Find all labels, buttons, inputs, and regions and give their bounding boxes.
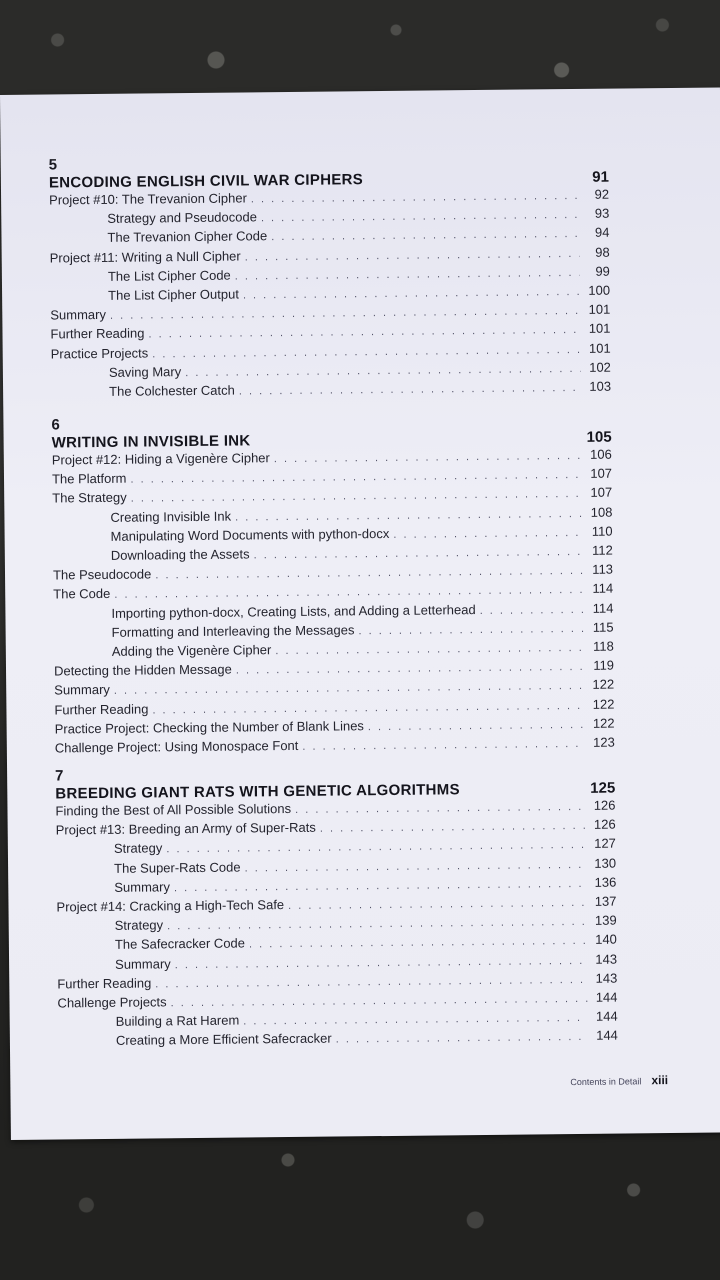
toc-entry-page: 112 (591, 542, 613, 558)
toc-entry-page: 118 (592, 638, 614, 654)
toc-entry-label: Further Reading (57, 975, 152, 992)
toc-entry-page: 126 (593, 797, 616, 813)
dot-leader (235, 506, 582, 527)
toc-entry-page: 101 (588, 321, 611, 337)
dot-leader (271, 226, 579, 246)
dot-leader (336, 1029, 588, 1049)
toc-entry-label: Practice Projects (50, 345, 149, 362)
toc-entry-label: Strategy and Pseudocode (107, 209, 257, 227)
toc-entry-page: 122 (592, 696, 615, 712)
chapter-number: 7 (55, 767, 64, 785)
chapter-page: 125 (590, 779, 616, 797)
dot-leader (358, 621, 583, 641)
dot-leader (244, 857, 586, 878)
dot-leader (368, 717, 585, 736)
toc-entry-page: 115 (592, 619, 614, 635)
background-gravel-bottom (0, 1130, 720, 1280)
toc-entry-label: Challenge Project: Using Monospace Font (54, 737, 299, 756)
toc-entry-label: The Trevanion Cipher Code (107, 228, 268, 246)
toc-entry-page: 140 (595, 932, 617, 948)
toc-entry-label: Manipulating Word Documents with python-docx (110, 525, 390, 544)
entry-list (52, 446, 615, 759)
toc-entry-label: Challenge Projects (57, 994, 167, 1011)
dot-leader (251, 188, 579, 209)
toc-entry-label: Strategy (114, 917, 164, 934)
dot-leader (302, 736, 585, 756)
book-page (0, 87, 720, 1139)
toc-entry-page: 110 (591, 523, 613, 539)
toc-entry-page: 139 (594, 912, 617, 929)
page-number: xiii (651, 1073, 669, 1088)
toc-entry-page: 126 (593, 816, 616, 833)
toc-entry-label: The Pseudocode (52, 566, 152, 583)
toc-entry-label: Project #13: Breeding an Army of Super-Rats (55, 819, 316, 838)
toc-entry-label: The Colchester Catch (109, 382, 235, 399)
toc-entry-label: The Safecracker Code (114, 935, 246, 953)
toc-entry-label: Strategy (113, 840, 163, 857)
chapter-6 (51, 411, 615, 759)
dot-leader (261, 207, 580, 228)
toc-entry-label: Building a Rat Harem (115, 1012, 240, 1030)
toc-entry-label: Summary (115, 955, 171, 972)
dot-leader (235, 265, 580, 286)
toc-entry-label: Project #12: Hiding a Vigenère Cipher (51, 450, 270, 468)
chapter-page: 91 (592, 168, 609, 186)
toc-entry-label: Project #11: Writing a Null Cipher (49, 248, 241, 266)
toc-entry-page: 107 (590, 465, 613, 482)
toc-entry-label: Creating a More Efficient Safecracker (115, 1031, 332, 1049)
chapter-title: BREEDING GIANT RATS WITH GENETIC ALGORITHMS (55, 781, 460, 803)
toc-entry-page: 102 (589, 359, 611, 375)
toc-entry-page: 143 (595, 951, 618, 967)
toc-entry-label: The Code (53, 586, 111, 602)
toc-entry-page: 122 (592, 677, 615, 693)
toc-entry-page: 100 (588, 282, 611, 298)
toc-entry-page: 144 (596, 1028, 618, 1044)
dot-leader (239, 380, 581, 401)
toc-entry-label: Practice Project: Checking the Number of Blank Lines (54, 718, 364, 737)
toc-entry-label: The Platform (51, 470, 127, 487)
toc-entry-label: Adding the Vigenère Cipher (111, 642, 272, 659)
toc-entry-page: 122 (592, 715, 615, 731)
dot-leader (243, 1010, 588, 1031)
dot-leader (393, 525, 582, 544)
toc-entry-page: 107 (590, 485, 613, 501)
toc-entry-page: 106 (590, 446, 612, 462)
toc-entry-page: 137 (594, 893, 617, 909)
toc-entry-page: 93 (594, 205, 610, 221)
toc-entry-label: Importing python-docx, Creating Lists, and Adding a Letterhead (111, 601, 476, 621)
toc-entry-page: 136 (594, 874, 617, 890)
toc-entry-label: Downloading the Assets (110, 546, 250, 563)
chapter-title: ENCODING ENGLISH CIVIL WAR CIPHERS (48, 171, 364, 192)
chapter-number: 5 (48, 156, 58, 174)
dot-leader (480, 602, 584, 620)
toc-entry-label: The List Cipher Code (107, 267, 231, 284)
toc-entry-page: 113 (592, 561, 614, 578)
toc-entry-page: 114 (592, 600, 614, 616)
toc-entry-label: Further Reading (50, 325, 145, 342)
toc-entry-page: 92 (594, 186, 610, 202)
toc-entry-label: Finding the Best of All Possible Solutions (55, 800, 292, 819)
toc-entry-label: Summary (114, 879, 171, 895)
toc-entry-label: Formatting and Interleaving the Messages (111, 622, 355, 640)
chapter-page: 105 (586, 428, 612, 446)
toc-entry-page: 103 (589, 378, 612, 394)
toc-entry-page: 119 (593, 657, 615, 674)
toc-entry-label: Summary (54, 682, 110, 698)
toc-entry-page: 101 (588, 301, 611, 318)
toc-entry-page: 143 (595, 970, 618, 986)
page-footer (570, 1073, 668, 1088)
toc-entry-page: 144 (595, 989, 618, 1005)
dot-leader (245, 246, 580, 267)
toc-entry-label: The List Cipher Output (108, 286, 239, 303)
toc-entry-page: 123 (593, 734, 615, 750)
chapter-7 (55, 762, 618, 1052)
toc-entry-label: The Super-Rats Code (114, 859, 241, 876)
dot-leader (254, 544, 583, 565)
toc-entry-label: Saving Mary (108, 363, 182, 380)
footer-label: Contents in Detail (570, 1076, 642, 1088)
toc-entry-label: Project #14: Cracking a High-Tech Safe (56, 897, 285, 915)
toc-entry-label: Project #10: The Trevanion Cipher (49, 190, 247, 208)
chapter-number: 6 (51, 416, 60, 434)
dot-leader (236, 659, 584, 680)
toc-entry-page: 98 (595, 244, 610, 260)
toc-entry-label: Detecting the Hidden Message (53, 661, 232, 679)
toc-entry-page: 114 (592, 581, 614, 597)
toc-entry-label: Further Reading (54, 701, 149, 718)
toc-entry-label: Summary (50, 307, 107, 323)
dot-leader (288, 895, 587, 915)
dot-leader (249, 933, 587, 954)
dot-leader (320, 818, 586, 838)
chapter-5 (49, 151, 612, 403)
toc-entry-page: 99 (595, 263, 610, 279)
entry-list (55, 797, 618, 1052)
dot-leader (295, 799, 586, 819)
toc-entry-page: 127 (594, 835, 616, 852)
toc-entry-page: 94 (594, 225, 610, 241)
dot-leader (274, 448, 582, 468)
entry-list (49, 186, 611, 403)
toc-entry-page: 144 (595, 1008, 618, 1025)
chapter-title: WRITING IN INVISIBLE INK (51, 432, 251, 452)
dot-leader (275, 640, 584, 660)
toc-entry-page: 130 (594, 855, 617, 871)
toc-entry-label: Creating Invisible Ink (110, 508, 232, 525)
toc-entry-page: 108 (590, 504, 613, 520)
background-gravel-top (0, 0, 720, 100)
toc-entry-page: 101 (588, 340, 611, 356)
dot-leader (243, 284, 580, 305)
toc-entry-label: The Strategy (52, 490, 127, 506)
